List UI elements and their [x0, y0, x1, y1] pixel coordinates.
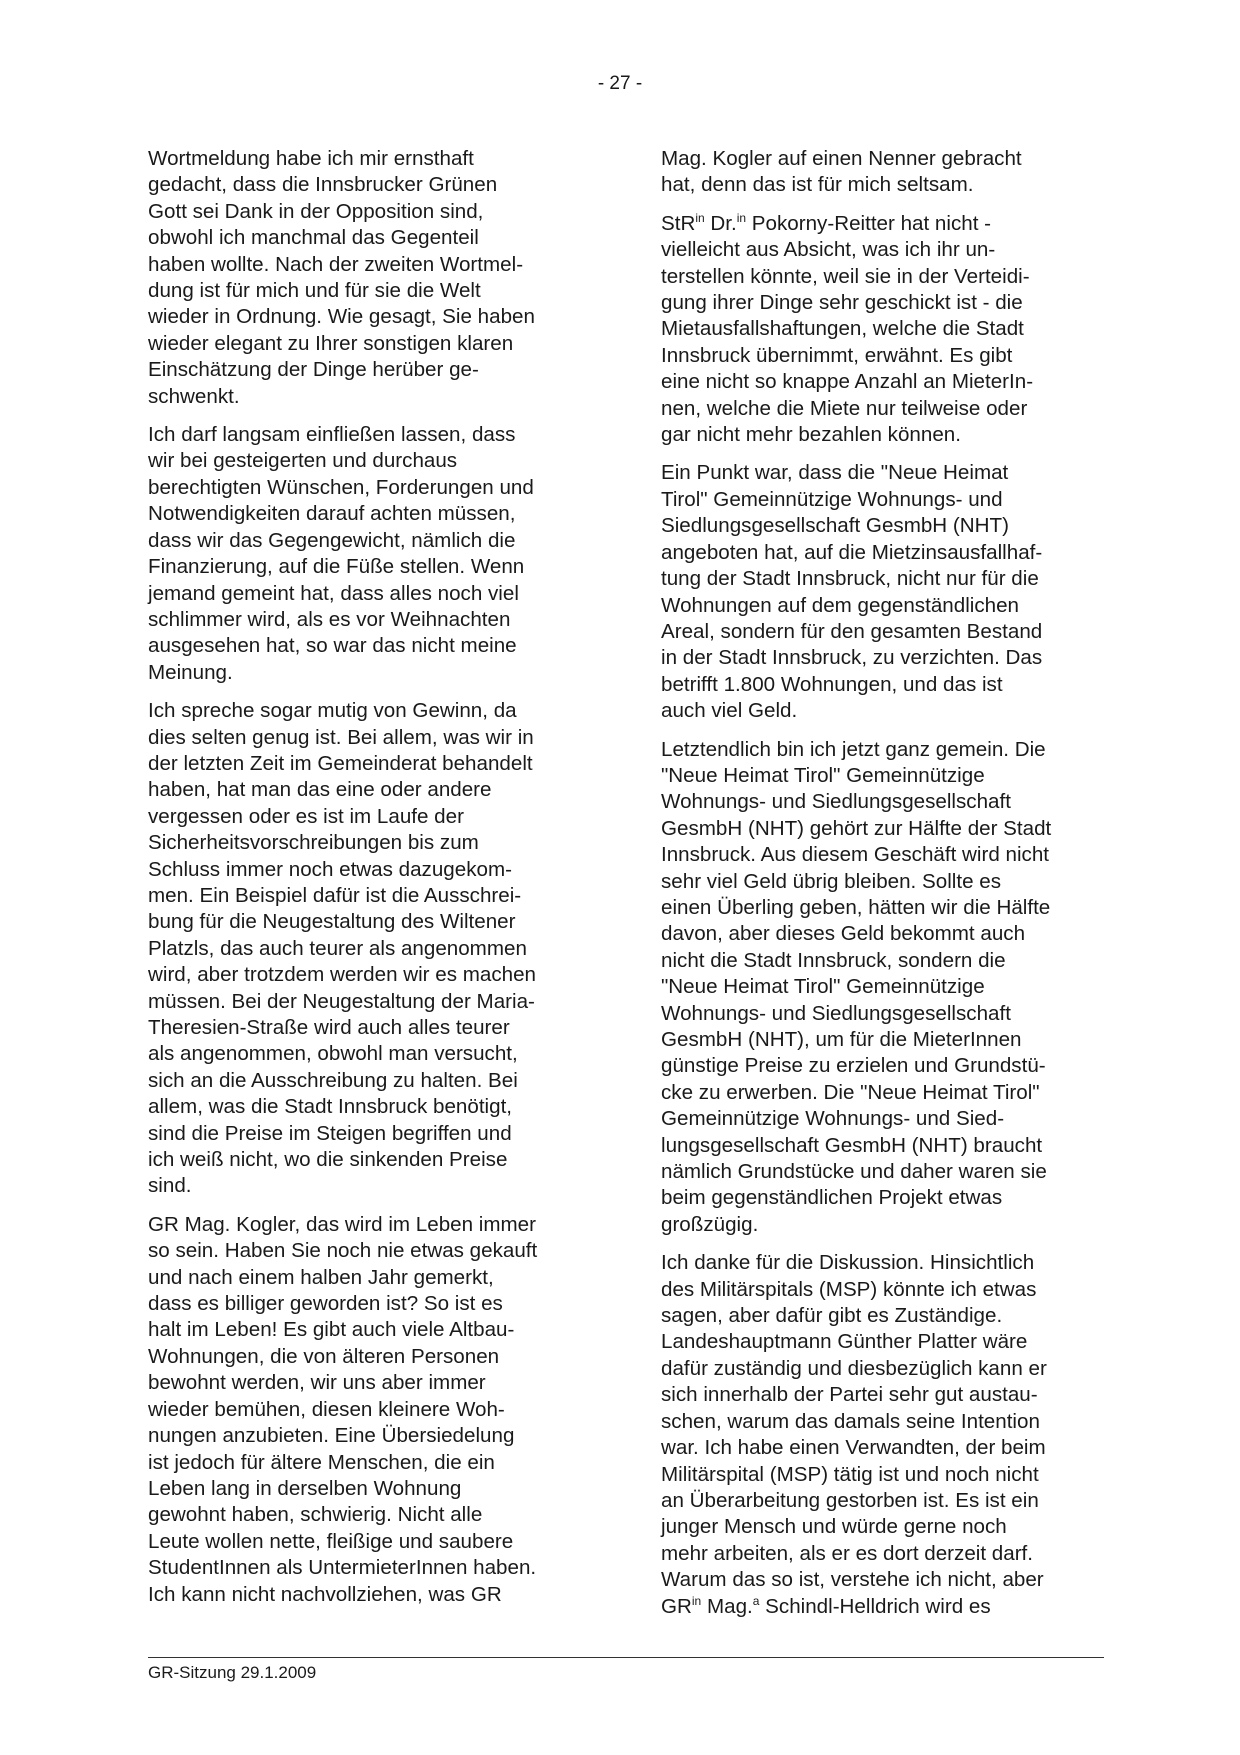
text-line: allem, was die Stadt Innsbruck benötigt,	[148, 1095, 513, 1119]
text-line: bewohnt werden, wir uns aber immer	[148, 1371, 486, 1395]
text-line: ist jedoch für ältere Menschen, die ein	[148, 1450, 495, 1474]
text-line: Wohnungs- und Siedlungsgesellschaft	[661, 790, 1011, 814]
text-line: dies selten genug ist. Bei allem, was wir in	[148, 725, 534, 749]
text-line: hat, denn das ist für mich seltsam.	[661, 173, 974, 197]
text-line: an Überarbeitung gestorben ist. Es ist ein	[661, 1488, 1039, 1512]
text-line: Einschätzung der Dinge herüber ge-	[148, 358, 479, 382]
text-line: gung ihrer Dinge sehr geschickt ist - die	[661, 291, 1023, 315]
text-line: nungen anzubieten. Eine Übersiedelung	[148, 1424, 515, 1448]
text-line: Wohnungen auf dem gegenständlichen	[661, 593, 1019, 617]
paragraph	[148, 1212, 588, 1608]
text-line: Ein Punkt war, dass die "Neue Heimat	[661, 461, 1009, 485]
paragraph	[661, 211, 1110, 449]
right-column	[661, 146, 1110, 1632]
text-line: tung der Stadt Innsbruck, nicht nur für die	[661, 567, 1039, 591]
title-abbrev: StR	[661, 211, 696, 235]
text-fragment: Schindl-Helldrich wird es	[759, 1594, 991, 1618]
text-line: eine nicht so knappe Anzahl an MieterIn-	[661, 370, 1034, 394]
text-line: in der Stadt Innsbruck, zu verzichten. Das	[661, 646, 1043, 670]
text-line	[661, 211, 1110, 237]
text-line: GesmbH (NHT) gehört zur Hälfte der Stadt	[661, 816, 1052, 840]
text-line: einen Überling geben, hätten wir die Hälfte	[661, 895, 1051, 919]
text-line: Areal, sondern für den gesamten Bestand	[661, 619, 1043, 643]
text-line: haben wollte. Nach der zweiten Wortmel-	[148, 252, 524, 276]
text-line: als angenommen, obwohl man versucht,	[148, 1042, 518, 1066]
text-line: angeboten hat, auf die Mietzinsausfallhaf-	[661, 540, 1043, 564]
text-line: lungsgesellschaft GesmbH (NHT) braucht	[661, 1133, 1043, 1157]
text-line: wir bei gesteigerten und durchaus	[148, 449, 458, 473]
text-line: mehr arbeiten, als er es dort derzeit darf.	[661, 1541, 1034, 1565]
text-line: großzügig.	[661, 1212, 759, 1236]
text-line: halt im Leben! Es gibt auch viele Altbau-	[148, 1318, 515, 1342]
text-line: Ich darf langsam einfließen lassen, dass	[148, 423, 516, 447]
left-column	[148, 146, 588, 1620]
text-line: schlimmer wird, als es vor Weihnachten	[148, 607, 511, 631]
text-line: haben, hat man das eine oder andere	[148, 778, 492, 802]
text-line: ich weiß nicht, wo die sinkenden Preise	[148, 1148, 508, 1172]
text-line: cke zu erwerben. Die "Neue Heimat Tirol"	[661, 1080, 1040, 1104]
text-line: auch viel Geld.	[661, 699, 798, 723]
text-line: nicht die Stadt Innsbruck, sondern die	[661, 948, 1006, 972]
text-line: Mag. Kogler auf einen Nenner gebracht	[661, 147, 1022, 170]
text-line: Wohnungs- und Siedlungsgesellschaft	[661, 1001, 1011, 1025]
text-line: Sicherheitsvorschreibungen bis zum	[148, 831, 479, 855]
text-line: Letztendlich bin ich jetzt ganz gemein. Die	[661, 737, 1046, 761]
text-line: sich innerhalb der Partei sehr gut austau-	[661, 1383, 1038, 1407]
text-line: wieder in Ordnung. Wie gesagt, Sie haben	[148, 305, 535, 329]
paragraph	[661, 146, 1110, 199]
text-line: dass wir das Gegengewicht, nämlich die	[148, 528, 516, 552]
text-line: GR Mag. Kogler, das wird im Leben immer	[148, 1212, 536, 1236]
text-line: Ich kann nicht nachvollziehen, was GR	[148, 1582, 502, 1606]
text-line: Siedlungsgesellschaft GesmbH (NHT)	[661, 514, 1009, 538]
text-line: des Militärspitals (MSP) könnte ich etwas	[661, 1277, 1037, 1301]
text-line: Gemeinnützige Wohnungs- und Sied-	[661, 1107, 1005, 1131]
text-line: sind die Preise im Steigen begriffen und	[148, 1121, 512, 1145]
text-line: müssen. Bei der Neugestaltung der Maria-	[148, 989, 535, 1013]
text-line: gedacht, dass die Innsbrucker Grünen	[148, 173, 498, 197]
text-line: Theresien-Straße wird auch alles teurer	[148, 1016, 510, 1039]
text-line: Notwendigkeiten darauf achten müssen,	[148, 502, 516, 526]
text-line: nämlich Grundstücke und daher waren sie	[661, 1160, 1047, 1184]
paragraph	[148, 698, 588, 1200]
text-line: wieder elegant zu Ihrer sonstigen klaren	[148, 331, 514, 355]
superscript: in	[695, 210, 705, 225]
text-line: Gott sei Dank in der Opposition sind,	[148, 199, 484, 223]
text-line: sehr viel Geld übrig bleiben. Sollte es	[661, 869, 1001, 893]
paragraph	[148, 422, 588, 686]
text-line: Wohnungen, die von älteren Personen	[148, 1344, 500, 1368]
text-line: Leben lang in derselben Wohnung	[148, 1476, 462, 1500]
text-line: betrifft 1.800 Wohnungen, und das ist	[661, 672, 1003, 696]
text-line	[661, 1594, 1110, 1620]
text-line: wieder bemühen, diesen kleinere Woh-	[148, 1397, 505, 1421]
paragraph	[661, 1250, 1110, 1620]
text-line: und nach einem halben Jahr gemerkt,	[148, 1265, 494, 1289]
text-line: Schluss immer noch etwas dazugekom-	[148, 857, 512, 881]
text-line: dafür zuständig und diesbezüglich kann er	[661, 1356, 1047, 1380]
superscript: in	[736, 210, 747, 225]
text-line: bung für die Neugestaltung des Wiltener	[148, 910, 516, 934]
text-line: sind.	[148, 1174, 192, 1198]
text-line: vielleicht aus Absicht, was ich ihr un-	[661, 238, 996, 262]
text-line: jemand gemeint hat, dass alles noch viel	[148, 581, 519, 605]
text-line: Warum das so ist, verstehe ich nicht, aber	[661, 1568, 1044, 1592]
text-line: günstige Preise zu erzielen und Grundstü-	[661, 1054, 1046, 1078]
text-line: ausgesehen hat, so war das nicht meine	[148, 634, 517, 658]
footer-divider	[148, 1657, 1104, 1658]
text-line: wird, aber trotzdem werden wir es machen	[148, 963, 537, 987]
text-line: GesmbH (NHT), um für die MieterInnen	[661, 1028, 1022, 1051]
superscript: in	[691, 1593, 702, 1608]
text-line: berechtigten Wünschen, Forderungen und	[148, 475, 534, 499]
text-line: schen, warum das damals seine Intention	[661, 1409, 1040, 1433]
text-line: Landeshauptmann Günther Platter wäre	[661, 1330, 1028, 1354]
text-line: schwenkt.	[148, 384, 240, 408]
text-line: terstellen könnte, weil sie in der Verteidi-	[661, 264, 1030, 288]
text-line: Wortmeldung habe ich mir ernsthaft	[148, 147, 474, 170]
text-line: so sein. Haben Sie noch nie etwas gekauft	[148, 1239, 538, 1263]
text-line: sagen, aber dafür gibt es Zuständige.	[661, 1304, 1003, 1328]
text-line: junger Mensch und würde gerne noch	[661, 1515, 1007, 1539]
superscript: a	[752, 1593, 760, 1608]
title-abbrev: Dr.	[704, 211, 737, 235]
text-line: der letzten Zeit im Gemeinderat behandelt	[148, 751, 533, 775]
text-line: Finanzierung, auf die Füße stellen. Wenn	[148, 555, 525, 579]
paragraph	[148, 146, 588, 410]
text-line: dung ist für mich und für sie die Welt	[148, 279, 481, 303]
text-line: Platzls, das auch teurer als angenommen	[148, 936, 527, 960]
text-line: davon, aber dieses Geld bekommt auch	[661, 922, 1026, 946]
text-line: Meinung.	[148, 660, 233, 684]
text-line: Mietausfallshaftungen, welche die Stadt	[661, 317, 1024, 341]
text-line: war. Ich habe einen Verwandten, der beim	[661, 1436, 1046, 1460]
text-line: Tirol" Gemeinnützige Wohnungs- und	[661, 487, 1003, 511]
text-line: sich an die Ausschreibung zu halten. Bei	[148, 1068, 518, 1092]
text-line: Ich spreche sogar mutig von Gewinn, da	[148, 699, 517, 723]
text-line: StudentInnen als UntermieterInnen haben.	[148, 1556, 537, 1580]
text-line: Militärspital (MSP) tätig ist und noch nicht	[661, 1462, 1039, 1486]
paragraph	[661, 737, 1110, 1239]
text-line: beim gegenständlichen Projekt etwas	[661, 1186, 1003, 1210]
text-line: gewohnt haben, schwierig. Nicht alle	[148, 1503, 483, 1527]
page-number: - 27 -	[597, 73, 643, 94]
text-line: Innsbruck. Aus diesem Geschäft wird nicht	[661, 843, 1050, 867]
paragraph	[661, 460, 1110, 724]
text-line: men. Ein Beispiel dafür ist die Ausschrei-	[148, 883, 522, 907]
text-fragment: Pokorny-Reitter hat nicht -	[746, 211, 992, 235]
text-line: nen, welche die Miete nur teilweise oder	[661, 396, 1028, 420]
text-line: obwohl ich manchmal das Gegenteil	[148, 226, 479, 250]
title-abbrev: GR	[661, 1594, 692, 1618]
text-line: gar nicht mehr bezahlen können.	[661, 423, 961, 447]
text-line: dass es billiger geworden ist? So ist es	[148, 1292, 503, 1316]
text-line: vergessen oder es ist im Laufe der	[148, 804, 464, 828]
footer-session-date: GR-Sitzung 29.1.2009	[148, 1663, 317, 1682]
title-abbrev: Mag.	[701, 1594, 753, 1618]
text-line: Leute wollen nette, fleißige und saubere	[148, 1529, 514, 1553]
text-line: "Neue Heimat Tirol" Gemeinnützige	[661, 763, 985, 787]
text-line: "Neue Heimat Tirol" Gemeinnützige	[661, 975, 985, 999]
text-line: Innsbruck übernimmt, erwähnt. Es gibt	[661, 343, 1013, 367]
text-line: Ich danke für die Diskussion. Hinsichtlich	[661, 1251, 1035, 1275]
